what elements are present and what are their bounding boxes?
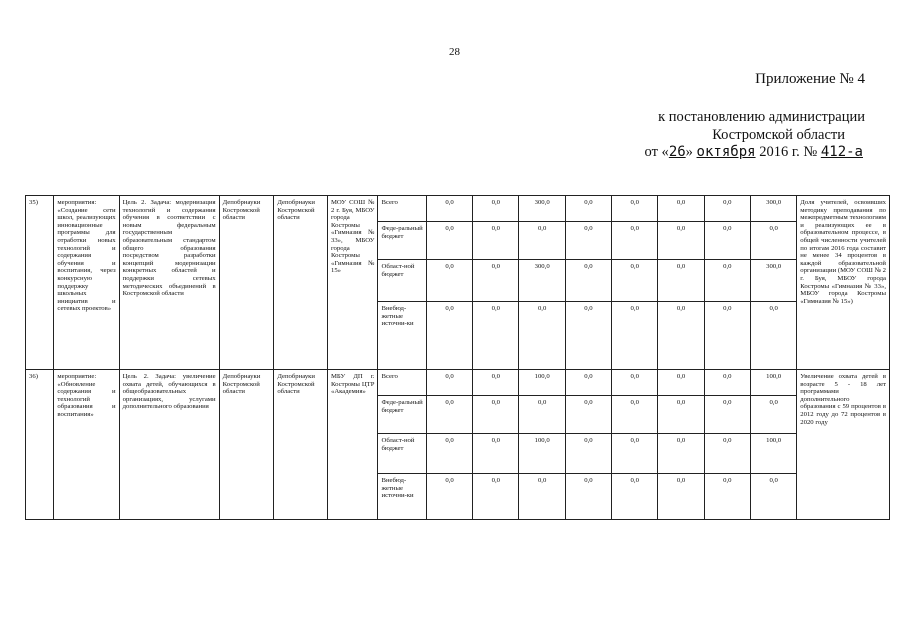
amount-cell: 0,0 <box>473 260 519 302</box>
amount-cell: 0,0 <box>565 434 611 474</box>
page-number: 28 <box>449 46 460 58</box>
amount-cell: 0,0 <box>704 222 750 260</box>
program-table <box>25 195 890 520</box>
amount-cell: 0,0 <box>658 396 704 434</box>
amount-cell: 0,0 <box>612 222 658 260</box>
amount-cell: 0,0 <box>426 196 472 222</box>
customer-cell: Депобрнауки Костромской области <box>219 370 274 520</box>
funding-source-cell: Внебюд-жетные источни-ки <box>378 474 426 520</box>
resolution-line: к постановлению администрации <box>658 109 865 125</box>
amount-cell: 0,0 <box>473 302 519 370</box>
amount-cell: 100,0 <box>750 370 796 396</box>
amount-cell: 0,0 <box>612 434 658 474</box>
amount-cell: 300,0 <box>519 196 565 222</box>
amount-cell: 0,0 <box>704 260 750 302</box>
table-row <box>26 196 890 222</box>
amount-cell: 0,0 <box>473 196 519 222</box>
funding-source-cell: Всего <box>378 370 426 396</box>
amount-cell: 0,0 <box>473 396 519 434</box>
region-line: Костромской области <box>712 127 845 143</box>
amount-cell: 0,0 <box>612 474 658 520</box>
amount-cell: 0,0 <box>426 434 472 474</box>
amount-cell: 100,0 <box>519 370 565 396</box>
amount-cell: 0,0 <box>565 222 611 260</box>
indicator-cell: Доля учителей, освоивших методику преподавания по межпредметным технологиям и реализующих ее в образовательном процессе, в общей численности учителей по итогам 2016 года составит не менее 34 процентов в каждой образовательной организации (МОУ СОШ № 2 г. Буя, МБОУ города Костромы «Гимназия № 33», МБОУ города Костромы «Гимназия № 15») <box>797 196 890 370</box>
amount-cell: 0,0 <box>473 474 519 520</box>
amount-cell: 0,0 <box>565 396 611 434</box>
amount-cell: 0,0 <box>565 196 611 222</box>
amount-cell: 300,0 <box>750 196 796 222</box>
executor-cell: Депобрнауки Костромской области <box>274 196 328 370</box>
amount-cell: 0,0 <box>565 370 611 396</box>
amount-cell: 0,0 <box>658 370 704 396</box>
row-number: 35) <box>26 196 54 370</box>
amount-cell: 0,0 <box>426 370 472 396</box>
row-number: 36) <box>26 370 54 520</box>
executor-cell: Депобрнауки Костромской области <box>274 370 328 520</box>
amount-cell: 100,0 <box>519 434 565 474</box>
amount-cell: 0,0 <box>750 396 796 434</box>
amount-cell: 0,0 <box>426 222 472 260</box>
indicator-cell: Увеличение охвата детей в возрасте 5 - 18 лет программами дополнительного образования с 59 процентов в 2012 году до 72 процентов в 2020 году <box>797 370 890 520</box>
goal-cell: Цель 2. Задача: модернизация технологий и содержания обучения в соответствии с новым федеральным государственным образовательным стандартом общего образования посредством разработки концепций модернизации конкретных областей и поддержки сетевых методических объединений в Костромской области <box>119 196 219 370</box>
recipient-cell: МОУ СОШ № 2 г. Буя, МБОУ города Костромы «Гимназия № 33», МБОУ города Костромы «Гимназия № 15» <box>327 196 378 370</box>
amount-cell: 0,0 <box>612 396 658 434</box>
amount-cell: 0,0 <box>426 474 472 520</box>
appendix-title: Приложение № 4 <box>755 71 865 87</box>
amount-cell: 0,0 <box>473 434 519 474</box>
amount-cell: 0,0 <box>519 396 565 434</box>
amount-cell: 0,0 <box>658 222 704 260</box>
goal-cell: Цель 2. Задача: увеличение охвата детей, обучающихся в общеобразовательных организациях, услугами дополнительного образования <box>119 370 219 520</box>
date-number-line <box>645 143 863 161</box>
date-day: 26 <box>668 144 686 160</box>
amount-cell: 0,0 <box>704 434 750 474</box>
amount-cell: 0,0 <box>658 434 704 474</box>
amount-cell: 0,0 <box>658 260 704 302</box>
amount-cell: 0,0 <box>704 474 750 520</box>
amount-cell: 100,0 <box>750 434 796 474</box>
amount-cell: 0,0 <box>658 196 704 222</box>
date-sep: » <box>685 144 697 160</box>
funding-source-cell: Феде-ральный бюджет <box>378 222 426 260</box>
amount-cell: 0,0 <box>612 196 658 222</box>
document-number: 412-а <box>820 144 863 160</box>
amount-cell: 0,0 <box>612 370 658 396</box>
amount-cell: 0,0 <box>704 196 750 222</box>
amount-cell: 0,0 <box>473 370 519 396</box>
funding-source-cell: Внебюд-жетные источни-ки <box>378 302 426 370</box>
funding-source-cell: Всего <box>378 196 426 222</box>
amount-cell: 0,0 <box>750 474 796 520</box>
amount-cell: 0,0 <box>750 302 796 370</box>
funding-source-cell: Област-ной бюджет <box>378 434 426 474</box>
amount-cell: 0,0 <box>473 222 519 260</box>
amount-cell: 0,0 <box>519 302 565 370</box>
amount-cell: 0,0 <box>704 302 750 370</box>
amount-cell: 0,0 <box>565 260 611 302</box>
event-cell: мероприятия: «Создание сети школ, реализующих инновационные программы для отработки новых технологий и содержания обучения и воспитания, через конкурсную поддержку школьных инициатив и сетевых проектов» <box>54 196 119 370</box>
amount-cell: 0,0 <box>565 474 611 520</box>
amount-cell: 0,0 <box>426 302 472 370</box>
amount-cell: 0,0 <box>658 474 704 520</box>
date-year: 2016 г. № <box>755 144 821 160</box>
amount-cell: 0,0 <box>612 302 658 370</box>
amount-cell: 300,0 <box>750 260 796 302</box>
event-cell: мероприятие: «Обновление содержания и технологий образования и воспитания» <box>54 370 119 520</box>
amount-cell: 300,0 <box>519 260 565 302</box>
customer-cell: Депобрнауки Костромской области <box>219 196 274 370</box>
funding-source-cell: Феде-ральный бюджет <box>378 396 426 434</box>
amount-cell: 0,0 <box>426 260 472 302</box>
amount-cell: 0,0 <box>519 474 565 520</box>
amount-cell: 0,0 <box>519 222 565 260</box>
recipient-cell: МБУ ДП г. Костромы ЦТР «Академия» <box>327 370 378 520</box>
amount-cell: 0,0 <box>612 260 658 302</box>
amount-cell: 0,0 <box>658 302 704 370</box>
amount-cell: 0,0 <box>704 396 750 434</box>
amount-cell: 0,0 <box>426 396 472 434</box>
amount-cell: 0,0 <box>704 370 750 396</box>
table-row <box>26 370 890 396</box>
amount-cell: 0,0 <box>565 302 611 370</box>
amount-cell: 0,0 <box>750 222 796 260</box>
date-month: октября <box>696 144 756 160</box>
date-prefix: от « <box>644 144 669 160</box>
funding-source-cell: Област-ной бюджет <box>378 260 426 302</box>
